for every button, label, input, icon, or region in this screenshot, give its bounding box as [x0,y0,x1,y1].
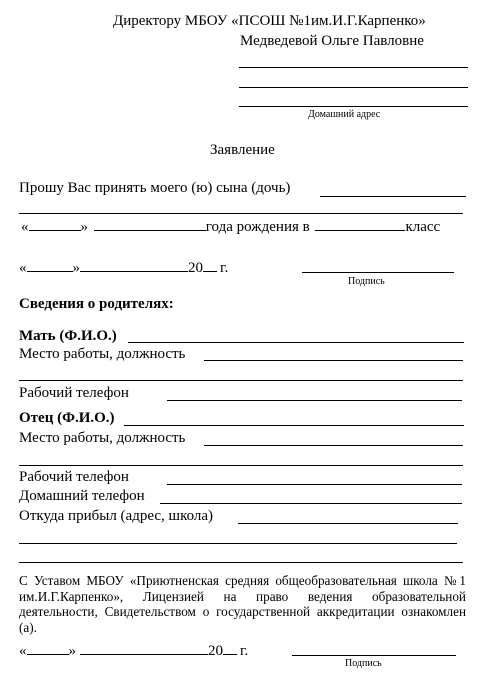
date-day-field[interactable] [27,257,73,272]
father-work-phone-field[interactable] [167,484,462,485]
class-text: класс [405,219,441,235]
addressee-name: Медведевой Ольге Павловне [240,33,424,49]
birth-text: года рождения в [205,219,310,235]
application-date [19,257,228,277]
footer-month-field[interactable] [80,640,208,655]
address-line-3[interactable] [239,106,468,107]
origin-field-continued-1[interactable] [19,543,457,544]
origin-label: Откуда прибыл (адрес, школа) [19,508,214,524]
birth-month-field[interactable] [94,216,206,231]
open-quote: « [19,260,27,276]
father-workplace-label: Место работы, должность [19,430,186,446]
signature-label: Подпись [348,276,385,287]
father-label: Отец (Ф.И.О.) [19,410,115,426]
year-prefix: 20 [188,260,203,276]
home-address-label: Домашний адрес [308,109,381,120]
mother-name-field[interactable] [128,342,464,343]
mother-work-phone-label: Рабочий телефон [19,385,129,401]
class-number-field[interactable] [315,216,405,231]
acknowledgement-date [19,640,248,660]
father-workplace-field-continued[interactable] [19,465,463,466]
close-quote: » [68,643,76,659]
address-line-1[interactable] [239,67,468,68]
child-name-field-continued[interactable] [19,213,463,214]
request-text: Прошу Вас принять моего (ю) сына (дочь) [19,180,291,196]
date-month-field[interactable] [80,257,188,272]
acknowledgement-text: С Уставом МБОУ «Приютненская средняя общеобразовательная школа №1 им.И.Г.Карпенко», Лицензией на право ведения образовательной деятельности, Свидетельством о государственной аккредитации ознакомлен (а). [19,573,466,635]
parents-heading: Сведения о родителях: [19,296,174,312]
origin-field-continued-2[interactable] [19,562,463,563]
year-suffix: г. [240,643,249,659]
close-quote: » [80,219,88,235]
addressee-director: Директору МБОУ «ПСОШ №1им.И.Г.Карпенко» [113,13,426,29]
home-phone-field[interactable] [160,503,462,504]
mother-workplace-field-continued[interactable] [19,380,463,381]
birth-line [21,216,440,236]
footer-day-field[interactable] [27,640,69,655]
year-prefix: 20 [208,643,223,659]
signature-line[interactable] [302,272,454,273]
mother-label: Мать (Ф.И.О.) [19,328,117,344]
home-phone-label: Домашний телефон [19,488,145,504]
address-line-2[interactable] [239,87,468,88]
document-title: Заявление [210,142,275,158]
father-work-phone-label: Рабочий телефон [19,469,129,485]
birth-day-field[interactable] [29,216,81,231]
child-name-field[interactable] [320,196,466,197]
mother-workplace-field[interactable] [204,360,463,361]
open-quote: « [21,219,29,235]
father-name-field[interactable] [124,425,464,426]
footer-signature-label: Подпись [345,658,382,669]
mother-work-phone-field[interactable] [167,400,462,401]
open-quote: « [19,643,27,659]
mother-workplace-label: Место работы, должность [19,346,186,362]
date-year-field[interactable] [203,257,217,272]
footer-year-field[interactable] [223,640,237,655]
close-quote: » [72,260,80,276]
footer-signature-line[interactable] [292,655,456,656]
origin-field[interactable] [238,523,458,524]
father-workplace-field[interactable] [204,445,463,446]
year-suffix: г. [220,260,229,276]
